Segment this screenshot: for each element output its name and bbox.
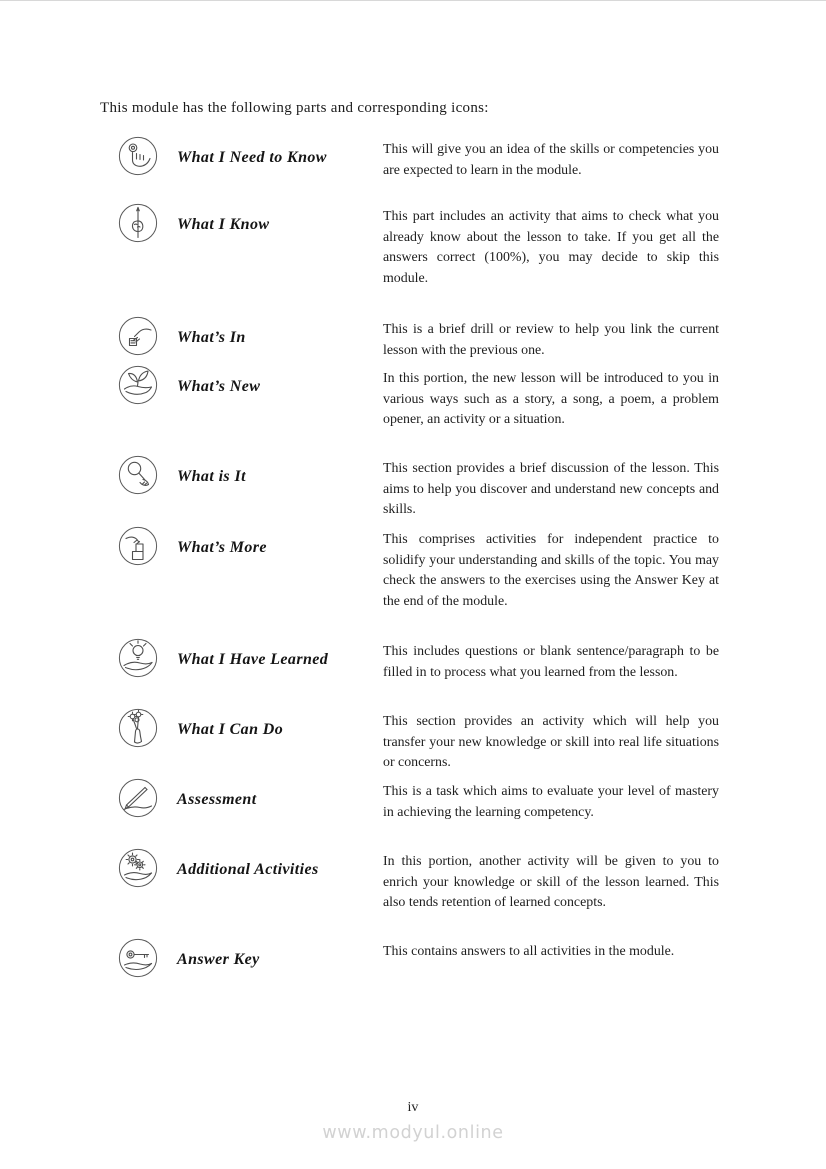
part-description: This is a brief drill or review to help you link the current lesson with the previous one. <box>383 322 719 358</box>
hand-holding-flowers-icon <box>118 708 158 748</box>
row-whats-new <box>118 365 719 428</box>
row-what-i-can-do <box>118 708 719 771</box>
row-additional-activities <box>118 848 719 911</box>
hand-writing-pen-icon <box>118 778 158 818</box>
part-label: What I Can Do <box>177 721 284 738</box>
part-label: What I Have Learned <box>177 651 329 668</box>
row-whats-more <box>118 526 719 609</box>
part-description: This is a task which aims to evaluate your level of mastery in achieving the learning competency. <box>383 784 719 820</box>
part-description: In this portion, the new lesson will be introduced to you in various ways such as a story, a song, a poem, a problem opener, an activity or a situation. <box>383 371 719 428</box>
row-what-i-need-to-know <box>118 136 719 176</box>
row-assessment <box>118 778 719 818</box>
part-label: What’s In <box>177 329 246 346</box>
part-label: What is It <box>177 468 246 485</box>
part-description: In this portion, another activity will be given to you to enrich your knowledge or skill of the lesson learned. This also tends retention of learned concepts. <box>383 854 719 911</box>
row-whats-in <box>118 316 719 356</box>
hand-holding-plant-icon <box>118 365 158 405</box>
row-what-is-it <box>118 455 719 518</box>
part-label: What I Need to Know <box>177 149 327 166</box>
page-number: iv <box>407 1100 419 1115</box>
part-description: This includes questions or blank sentence/paragraph to be filled in to process what you learned from the lesson. <box>383 644 719 680</box>
part-description: This contains answers to all activities in the module. <box>383 944 675 959</box>
hand-pressing-button-icon <box>118 136 158 176</box>
part-label: Additional Activities <box>177 861 319 878</box>
hand-with-block-icon <box>118 316 158 356</box>
watermark-text: www.modyul.online <box>322 1123 504 1143</box>
part-description: This section provides an activity which will help you transfer your new knowledge or skill into real life situations or concerns. <box>383 714 719 771</box>
part-label: What’s More <box>177 539 267 556</box>
intro-text: This module has the following parts and corresponding icons: <box>100 100 489 116</box>
row-what-i-know <box>118 203 719 286</box>
part-label: What I Know <box>177 216 270 233</box>
part-label: Answer Key <box>177 951 260 968</box>
part-label: Assessment <box>177 791 257 808</box>
gears-on-hand-icon <box>118 848 158 888</box>
row-what-i-have-learned <box>118 638 719 678</box>
part-description: This part includes an activity that aims to check what you already know about the lesson to take. If you get all the answers correct (100%), you may decide to skip this module. <box>383 209 719 286</box>
hand-stacking-blocks-icon <box>118 526 158 566</box>
hand-holding-pencil-icon <box>118 203 158 243</box>
part-description: This comprises activities for independent practice to solidify your understanding and skills of the topic. You may check the answers to the exercises using the Answer Key at the end of the module. <box>383 532 719 609</box>
lightbulb-over-hand-icon <box>118 638 158 678</box>
row-answer-key <box>118 938 719 978</box>
part-description: This section provides a brief discussion of the lesson. This aims to help you discover and understand new concepts and skills. <box>383 461 719 518</box>
part-description: This will give you an idea of the skills or competencies you are expected to learn in the module. <box>383 142 719 178</box>
key-on-hand-icon <box>118 938 158 978</box>
part-label: What’s New <box>177 378 261 395</box>
magnifying-glass-icon <box>118 455 158 495</box>
